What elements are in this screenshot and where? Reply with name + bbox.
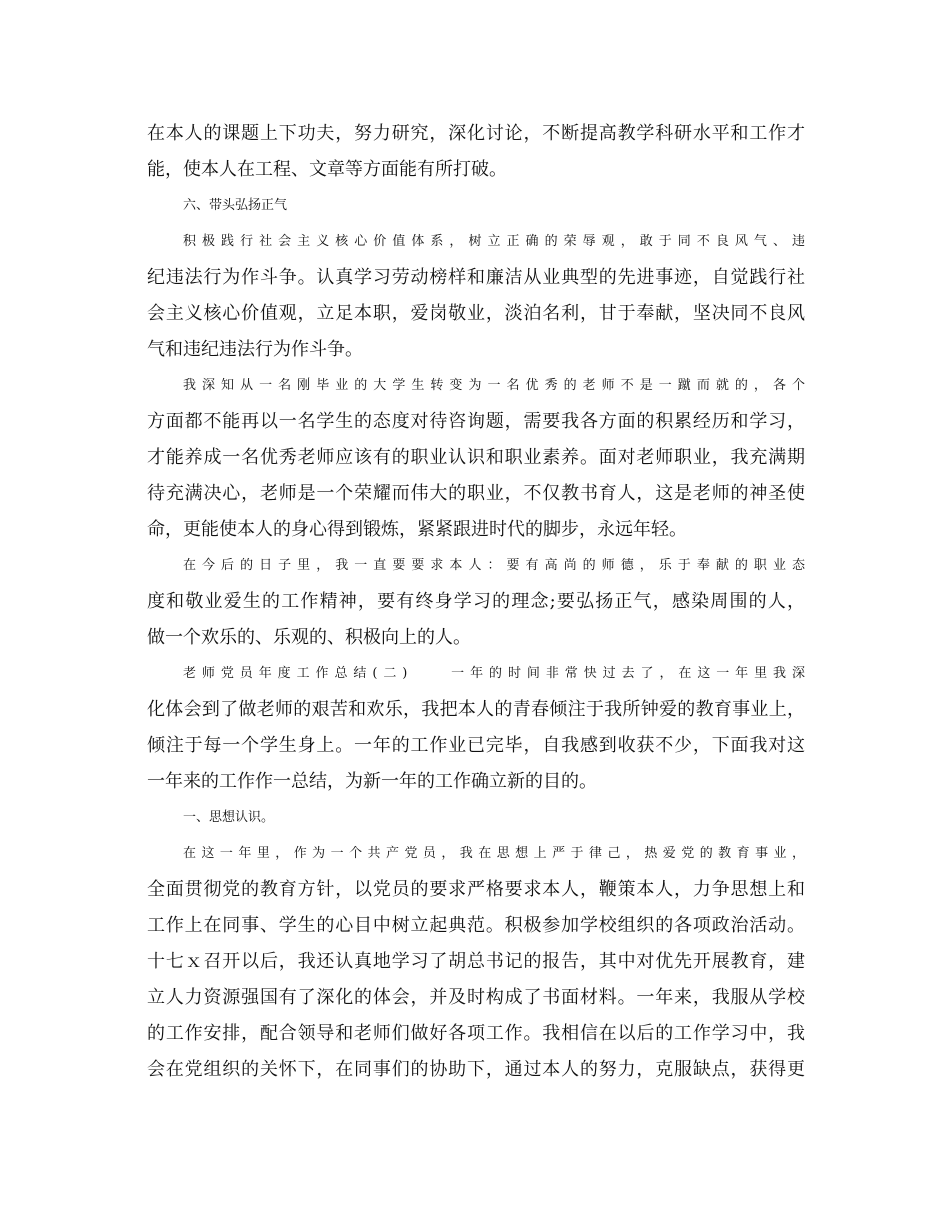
text-line: 的工作安排，配合领导和老师们做好各项工作。我相信在以后的工作学习中，我 [147,1023,805,1044]
text-line: 才能养成一名优秀老师应该有的职业认识和职业素养。面对老师职业，我充满期 [147,447,805,468]
text-line: 命，更能使本人的身心得到锻炼，紧紧跟进时代的脚步，永远年轻。 [147,519,687,540]
text-line: 纪违法行为作斗争。认真学习劳动榜样和廉洁从业典型的先进事迹，自觉践行社 [147,267,805,288]
text-line: 在本人的课题上下功夫，努力研究，深化讨论，不断提高教学科研水平和工作才 [147,123,805,144]
text-line: 在这一年里，作为一个共产党员，我在思想上严于律己，热爱党的教育事业， [183,846,805,861]
text-line: 全面贯彻党的教育方针，以党员的要求严格要求本人，鞭策本人，力争思想上和 [147,879,805,900]
text-line: 我深知从一名刚毕业的大学生转变为一名优秀的老师不是一蹴而就的，各个 [183,378,805,393]
text-line: 老师党员年度工作总结(二) 一年的时间非常快过去了，在这一年里我深 [183,666,805,681]
text-line: 化体会到了做老师的艰苦和欢乐，我把本人的青春倾注于我所钟爱的教育事业上， [147,699,805,720]
text-line: 积极践行社会主义核心价值体系，树立正确的荣辱观，敢于同不良风气、违 [183,234,805,249]
text-line: 一、思想认识。 [183,810,275,825]
text-line: 气和违纪违法行为作斗争。 [147,339,363,360]
document-body [147,116,805,1088]
text-line: 工作上在同事、学生的心目中树立起典范。积极参加学校组织的各项政治活动。 [147,915,805,936]
text-line: 会主义核心价值观，立足本职，爱岗敬业，淡泊名利，甘于奉献，坚决同不良风 [147,303,805,324]
text-line: 一年来的工作作一总结，为新一年的工作确立新的目的。 [147,771,597,792]
text-line: 待充满决心，老师是一个荣耀而伟大的职业，不仅教书育人，这是老师的神圣使 [147,483,805,504]
text-line: 能，使本人在工程、文章等方面能有所打破。 [147,159,507,180]
text-line: 方面都不能再以一名学生的态度对待咨询题，需要我各方面的积累经历和学习， [147,411,805,432]
text-line: 度和敬业爱生的工作精神，要有终身学习的理念;要弘扬正气，感染周围的人， [147,591,805,612]
text-line: 六、带头弘扬正气 [183,198,288,213]
text-line: 会在党组织的关怀下，在同事们的协助下，通过本人的努力，克服缺点，获得更 [147,1059,805,1080]
text-line: 十七ｘ召开以后，我还认真地学习了胡总书记的报告，其中对优先开展教育，建 [147,951,805,972]
text-line: 在今后的日子里，我一直要要求本人：要有高尚的师德，乐于奉献的职业态 [183,558,805,573]
text-line: 立人力资源强国有了深化的体会，并及时构成了书面材料。一年来，我服从学校 [147,987,805,1008]
text-line: 倾注于每一个学生身上。一年的工作业已完毕，自我感到收获不少，下面我对这 [147,735,805,756]
text-line: 做一个欢乐的、乐观的、积极向上的人。 [147,627,471,648]
